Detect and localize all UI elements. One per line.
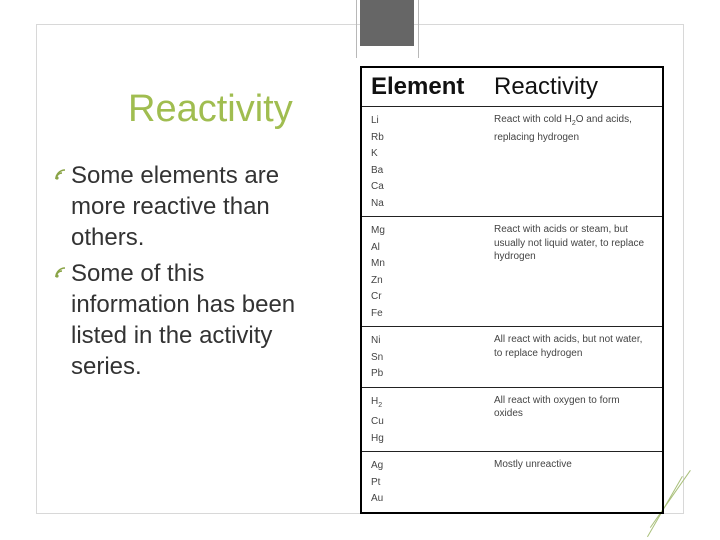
wifi-bullet-icon [54, 158, 71, 189]
element-symbol-text: H [371, 395, 379, 407]
table-header-row [361, 67, 663, 107]
element-symbol: Cr [371, 291, 382, 302]
element-symbol: Li [371, 115, 379, 126]
element-symbol: Ca [371, 181, 384, 192]
element-cell [361, 327, 486, 388]
reactivity-cell: All react with oxygen to form oxides [486, 387, 663, 452]
reactivity-cell: React with acids or steam, but usually not liquid water, to replace hydrogen [486, 217, 663, 327]
element-cell [361, 452, 486, 513]
bullet-text: Some elements are more reactive than others. [71, 162, 280, 251]
decorative-top-bar [360, 0, 414, 46]
reactivity-table [360, 66, 664, 514]
element-cell [361, 387, 486, 452]
reactivity-cell [486, 107, 663, 217]
table-row [361, 107, 663, 217]
decorative-line [418, 0, 419, 58]
subscript: 2 [571, 120, 576, 127]
element-symbol: Sn [371, 351, 384, 363]
reactivity-cell: Mostly unreactive [486, 452, 663, 513]
reactivity-text: React with cold H [494, 114, 572, 125]
element-symbol: Pb [371, 368, 384, 379]
element-symbol: Ni [371, 335, 381, 346]
subscript: 2 [378, 401, 383, 409]
table-row [361, 327, 663, 388]
element-symbol: Cu [371, 416, 384, 427]
column-header-reactivity: Reactivity [486, 67, 663, 107]
element-symbol: Na [371, 197, 384, 209]
table-row [361, 387, 663, 452]
element-symbol: K [371, 148, 378, 159]
element-symbol: Hg [371, 432, 384, 444]
element-symbol: Ag [371, 460, 384, 471]
bullet-list [54, 158, 314, 385]
element-symbol: Rb [371, 131, 384, 143]
element-symbol: Ba [371, 164, 384, 176]
element-symbol: Pt [371, 476, 381, 488]
column-header-element: Element [361, 67, 486, 107]
element-symbol: Al [371, 241, 380, 253]
reactivity-text: O and acids, replacing hydrogen [494, 114, 632, 143]
slide-title: Reactivity [128, 88, 293, 130]
element-symbol: Au [371, 493, 384, 504]
table-row [361, 452, 663, 513]
table-row [361, 217, 663, 327]
element-symbol: Mg [371, 225, 385, 236]
element-symbol: Zn [371, 274, 383, 286]
element-cell [361, 217, 486, 327]
element-symbol: Fe [371, 307, 383, 319]
reactivity-cell: All react with acids, but not water, to replace hydrogen [486, 327, 663, 388]
element-cell [361, 107, 486, 217]
decorative-line [356, 0, 357, 58]
wifi-bullet-icon [54, 256, 71, 287]
bullet-text: Some of this information has been listed in the activity series. [71, 260, 296, 380]
element-symbol: Mn [371, 258, 385, 269]
bullet-item [54, 256, 314, 382]
element-symbol [371, 394, 478, 415]
bullet-item [54, 158, 314, 253]
